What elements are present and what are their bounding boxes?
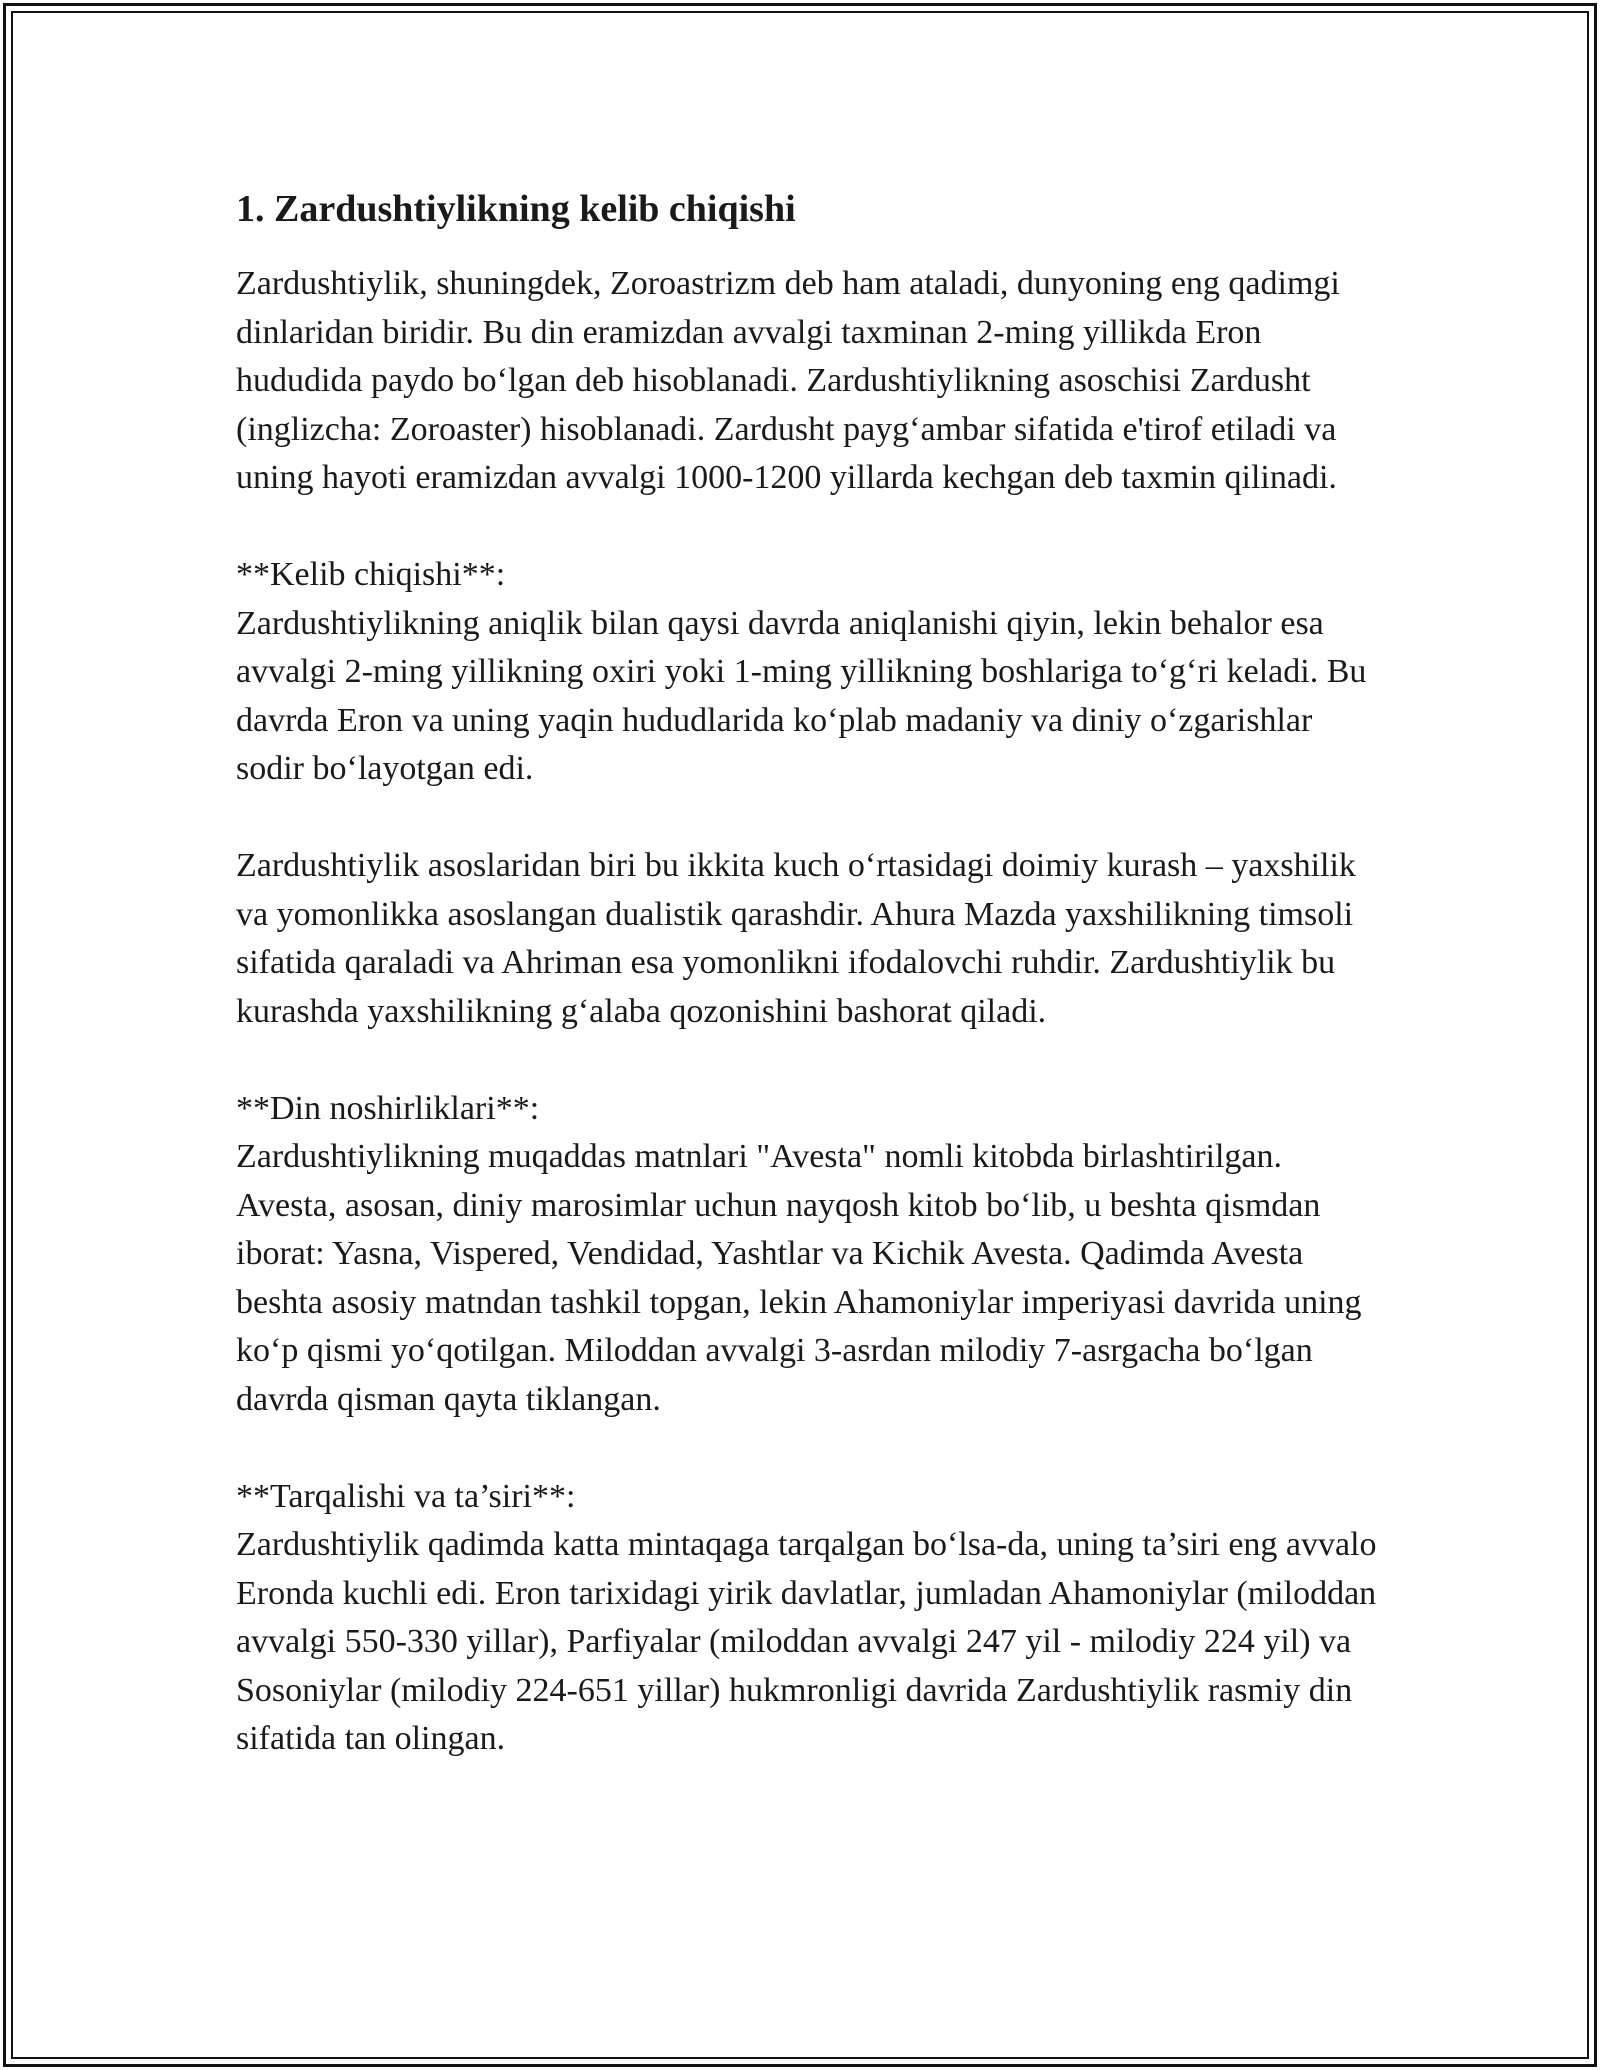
texts-paragraph: Zardushtiylikning muqaddas matnlari "Avesta" nomli kitobda birlashtirilgan. Avesta, asosan, diniy marosimlar uchun nayqosh kitob bo‘lib, u beshta qismdan iborat: Yasna, Vispered, Vendidad, Yashtlar va Kichik Avesta. Qadimda Avesta beshta asosiy matndan tashkil topgan, lekin Ahamoniylar imperiyasi davrida uning ko‘p qismi yo‘qotilgan. Miloddan avvalgi 3-asrdan milodiy 7-asrgacha bo‘lgan davrda qisman qayta tiklangan. bbox=[236, 1138, 1362, 1418]
section-heading: 1. Zardushtiylikning kelib chiqishi bbox=[236, 188, 796, 230]
spread-paragraph: Zardushtiylik qadimda katta mintaqaga tarqalgan bo‘lsa-da, uning ta’siri eng avvalo Eronda kuchli edi. Eron tarixidagi yirik davlatlar, jumladan Ahamoniylar (miloddan avvalgi 550-330 yillar), Parfiyalar (miloddan avvalgi 247 yil - milodiy 224 yil) va Sosoniylar (milodiy 224-651 yillar) hukmronligi davrida Zardushtiylik rasmiy din sifatida tan olingan. bbox=[236, 1526, 1377, 1757]
dualism-paragraph: Zardushtiylik asoslaridan biri bu ikkita kuch o‘rtasidagi doimiy kurash – yaxshilik va yomonlikka asoslangan dualistik qarashdir. Ahura Mazda yaxshilikning timsoli sifatida qaraladi va Ahriman esa yomonlikni ifodalovchi ruhdir. Zardushtiylik bu kurashda yaxshilikning g‘alaba qozonishini bashorat qiladi. bbox=[236, 847, 1356, 1030]
spread-label: **Tarqalishi va ta’siri**: bbox=[236, 1477, 576, 1515]
origin-paragraph: Zardushtiylikning aniqlik bilan qaysi davrda aniqlanishi qiyin, lekin behalor esa avvalgi 2-ming yillikning oxiri yoki 1-ming yillikning boshlariga to‘g‘ri keladi. Bu davrda Eron va uning yaqin hududlarida ko‘plab madaniy va diniy o‘zgarishlar sodir bo‘layotgan edi. bbox=[236, 604, 1367, 787]
paragraph-spacer bbox=[236, 1036, 1386, 1085]
origin-label: **Kelib chiqishi**: bbox=[236, 556, 506, 593]
paragraph-spacer bbox=[236, 503, 1386, 552]
intro-paragraph: Zardushtiylik, shuningdek, Zoroastrizm deb ham ataladi, dunyoning eng qadimgi dinlaridan biridir. Bu din eramizdan avvalgi taxminan 2-ming yillikda Eron hududida paydo bo‘lgan deb hisoblanadi. Zardushtiylikning asoschisi Zardusht (inglizcha: Zoroaster) hisoblanadi. Zardusht payg‘ambar sifatida e'tirof etiladi va uning hayoti eramizdan avvalgi 1000-1200 yillarda kechgan deb taxmin qilinadi. bbox=[236, 265, 1340, 496]
texts-label: **Din noshirliklari**: bbox=[236, 1089, 540, 1127]
document-body bbox=[236, 185, 1386, 1764]
paragraph-spacer bbox=[236, 1424, 1386, 1473]
paragraph-spacer bbox=[236, 794, 1386, 843]
